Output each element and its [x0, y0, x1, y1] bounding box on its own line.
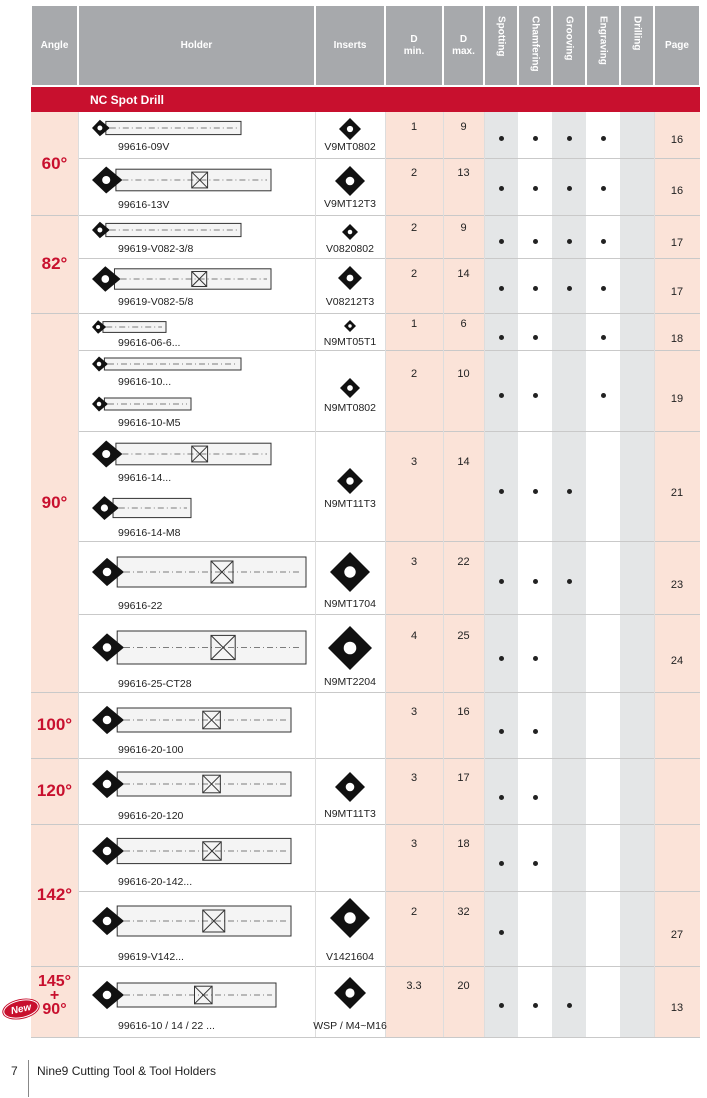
holder-drawing-12 — [90, 764, 295, 804]
holder-code: 99619-V142... — [118, 951, 184, 963]
d-min-value: 3 — [410, 556, 418, 568]
insert-code: V9MT12T3 — [324, 198, 376, 210]
insert-code: N9MT11T3 — [324, 498, 376, 510]
page-ref: 16 — [670, 134, 684, 146]
insert-icon — [328, 896, 372, 940]
insert-code: N9MT05T1 — [323, 336, 377, 348]
feature-dot — [499, 795, 504, 800]
feature-dot — [499, 930, 504, 935]
row-divider — [78, 350, 700, 351]
feature-dot — [499, 1003, 504, 1008]
d-max-value: 6 — [460, 318, 467, 330]
row-divider — [78, 692, 700, 693]
row-divider — [78, 215, 700, 216]
feature-column-bg — [484, 112, 518, 1037]
d-min-value: 3 — [410, 706, 418, 718]
row-divider — [78, 158, 700, 159]
holder-code: 99616-09V — [118, 141, 170, 153]
feature-dot — [499, 729, 504, 734]
group-divider — [31, 758, 78, 759]
feature-dot — [499, 656, 504, 661]
group-divider — [31, 824, 78, 825]
d-max-value: 16 — [457, 706, 470, 718]
feature-dot — [533, 286, 538, 291]
page-ref: 24 — [670, 655, 684, 667]
page-ref: 17 — [670, 237, 684, 249]
feature-dot — [601, 393, 606, 398]
header-engraving-label: Engraving — [597, 16, 609, 65]
holder-drawing-4 — [90, 318, 170, 336]
holder-code: 99619-V082-3/8 — [118, 243, 194, 255]
header-d-max-line1: D — [459, 33, 468, 45]
holder-drawing-11 — [90, 700, 295, 740]
feature-dot — [533, 186, 538, 191]
feature-column-bg — [586, 112, 620, 1037]
row-divider — [78, 431, 700, 432]
angle-120: 120° — [36, 781, 73, 800]
holder-drawing-7 — [90, 436, 275, 472]
holder-drawing-8 — [90, 492, 195, 524]
holder-code: 99616-06-6... — [118, 337, 181, 349]
holder-drawing-6 — [90, 394, 195, 414]
feature-dot — [533, 489, 538, 494]
insert-icon — [333, 770, 367, 804]
dimension-column-bg — [385, 112, 484, 1037]
page-ref: 17 — [670, 286, 684, 298]
insert-code: N9MT2204 — [324, 676, 376, 688]
insert-code: N9MT1704 — [324, 598, 376, 610]
feature-dot — [601, 286, 606, 291]
feature-dot — [533, 393, 538, 398]
page-ref: 21 — [670, 487, 684, 499]
section-title: NC Spot Drill — [90, 93, 164, 107]
feature-dot — [567, 136, 572, 141]
insert-icon — [342, 318, 358, 334]
holder-drawing-13 — [90, 830, 295, 872]
feature-dot — [567, 1003, 572, 1008]
holder-drawing-10 — [90, 620, 310, 675]
column-divider — [78, 112, 79, 1037]
insert-code: N9MT0802 — [324, 402, 376, 414]
angle-plus: + — [49, 987, 60, 1004]
insert-code: V08212T3 — [325, 296, 375, 308]
feature-dot — [533, 579, 538, 584]
footer-title: Nine9 Cutting Tool & Tool Holders — [37, 1064, 216, 1078]
insert-icon — [332, 975, 368, 1011]
d-max-value: 13 — [457, 167, 470, 179]
holder-code: 99616-13V — [118, 199, 170, 211]
feature-dot — [533, 729, 538, 734]
feature-dot — [499, 239, 504, 244]
feature-dot — [499, 861, 504, 866]
d-max-value: 10 — [457, 368, 470, 380]
holder-code: 99619-V082-5/8 — [118, 296, 194, 308]
holder-code: 99616-20-120 — [118, 810, 184, 822]
header-chamfering — [519, 6, 551, 85]
feature-dot — [499, 186, 504, 191]
header-d-max — [444, 6, 483, 85]
feature-dot — [499, 489, 504, 494]
angle-60: 60° — [41, 153, 68, 173]
d-max-value: 18 — [457, 838, 470, 850]
holder-code: 99616-22 — [118, 600, 163, 612]
d-max-value: 9 — [460, 222, 467, 234]
insert-icon — [337, 116, 363, 142]
angle-82: 82° — [41, 254, 68, 273]
feature-dot — [601, 239, 606, 244]
header-holder: Holder — [79, 6, 314, 85]
holder-code: 99616-20-142... — [118, 876, 193, 888]
page-ref: 23 — [670, 579, 684, 591]
insert-icon — [338, 376, 362, 400]
holder-drawing-2 — [90, 219, 245, 241]
header-spotting-label: Spotting — [495, 16, 507, 57]
insert-icon — [326, 624, 374, 672]
page-ref: 16 — [670, 185, 684, 197]
header-spotting — [485, 6, 517, 85]
angle-a145b: 90° — [42, 1001, 67, 1018]
holder-code: 99616-25-CT28 — [118, 678, 192, 690]
feature-dot — [533, 136, 538, 141]
holder-drawing-0 — [90, 117, 245, 139]
page-ref: 13 — [670, 1002, 684, 1014]
page-ref: 18 — [670, 333, 684, 345]
angle-90: 90° — [41, 492, 68, 512]
row-divider — [78, 758, 700, 759]
holder-code: 99616-14-M8 — [118, 527, 181, 539]
d-min-value: 2 — [410, 906, 418, 918]
feature-dot — [567, 489, 572, 494]
feature-column-bg — [518, 112, 552, 1037]
header-engraving — [587, 6, 619, 85]
column-divider — [484, 112, 485, 1037]
d-max-value: 25 — [457, 630, 470, 642]
header-angle: Angle — [32, 6, 77, 85]
d-min-value: 3 — [410, 456, 418, 468]
header-d-min-line2: min. — [403, 45, 425, 57]
d-min-value: 1 — [410, 318, 418, 330]
header-drilling-label: Drilling — [631, 16, 643, 51]
row-divider — [78, 614, 700, 615]
feature-dot — [499, 579, 504, 584]
insert-code: N9MT11T3 — [324, 808, 376, 820]
header-grooving — [553, 6, 585, 85]
angle-a145: 145° — [37, 973, 72, 990]
footer-page-number: 7 — [11, 1064, 18, 1078]
feature-dot — [533, 335, 538, 340]
insert-icon — [335, 466, 365, 496]
angle-145-90 — [31, 975, 78, 1030]
d-min-value: 3.3 — [406, 980, 422, 992]
feature-dot — [567, 579, 572, 584]
header-grooving-label: Grooving — [563, 16, 575, 61]
group-divider — [31, 966, 78, 967]
holder-drawing-1 — [90, 162, 275, 198]
row-divider — [78, 891, 700, 892]
feature-dot — [499, 286, 504, 291]
feature-column-bg — [552, 112, 586, 1037]
page-column-bg — [654, 112, 700, 1037]
d-max-value: 32 — [457, 906, 470, 918]
table-bottom-line — [31, 1037, 700, 1038]
feature-dot — [533, 795, 538, 800]
feature-dot — [533, 239, 538, 244]
feature-dot — [499, 393, 504, 398]
feature-dot — [499, 335, 504, 340]
feature-dot — [601, 136, 606, 141]
d-min-value: 4 — [410, 630, 418, 642]
group-divider — [31, 692, 78, 693]
feature-dot — [601, 186, 606, 191]
column-divider — [654, 112, 655, 1037]
d-min-value: 3 — [410, 838, 418, 850]
d-max-value: 14 — [457, 268, 470, 280]
header-page: Page — [655, 6, 699, 85]
header-chamfering-label: Chamfering — [529, 16, 541, 72]
feature-dot — [533, 861, 538, 866]
d-min-value: 2 — [410, 368, 418, 380]
holder-code: 99616-20-100 — [118, 744, 184, 756]
d-max-value: 17 — [457, 772, 470, 784]
holder-code: 99616-10 / 14 / 22 ... — [118, 1020, 215, 1032]
insert-code: V9MT0802 — [324, 141, 376, 153]
new-badge: New — [2, 996, 41, 1021]
feature-column-bg — [620, 112, 654, 1037]
header-d-min-line1: D — [410, 33, 418, 45]
holder-code: 99616-10... — [118, 376, 172, 388]
insert-code: WSP / M4~M16 — [313, 1020, 387, 1032]
holder-drawing-5 — [90, 354, 245, 374]
d-max-value: 9 — [460, 121, 467, 133]
insert-icon — [328, 550, 372, 594]
insert-code: V0820802 — [326, 243, 374, 255]
group-divider — [31, 313, 78, 314]
d-max-value: 20 — [457, 980, 470, 992]
d-min-value: 2 — [410, 268, 418, 280]
feature-dot — [499, 136, 504, 141]
holder-code: 99616-14... — [118, 472, 172, 484]
page-ref: 19 — [670, 393, 684, 405]
insert-icon — [340, 222, 360, 242]
row-divider — [78, 313, 700, 314]
page-ref: 27 — [670, 929, 684, 941]
angle-100: 100° — [36, 715, 73, 734]
header-d-min — [386, 6, 442, 85]
d-max-value: 22 — [457, 556, 470, 568]
header-drilling — [621, 6, 653, 85]
header-inserts: Inserts — [316, 6, 384, 85]
feature-dot — [533, 1003, 538, 1008]
row-divider — [78, 966, 700, 967]
footer-divider — [28, 1060, 29, 1097]
row-divider — [78, 258, 700, 259]
insert-icon — [336, 264, 364, 292]
holder-drawing-15 — [90, 975, 280, 1015]
d-max-value: 14 — [457, 456, 470, 468]
d-min-value: 2 — [410, 222, 418, 234]
feature-dot — [567, 239, 572, 244]
insert-icon — [333, 164, 367, 198]
holder-drawing-3 — [90, 262, 275, 296]
holder-code: 99616-10-M5 — [118, 417, 181, 429]
d-min-value: 2 — [410, 167, 418, 179]
d-min-value: 3 — [410, 772, 418, 784]
d-min-value: 1 — [410, 121, 418, 133]
header-d-max-line2: max. — [452, 45, 475, 57]
row-divider — [78, 824, 700, 825]
feature-dot — [567, 286, 572, 291]
feature-dot — [533, 656, 538, 661]
holder-drawing-9 — [90, 547, 310, 597]
group-divider — [31, 215, 78, 216]
row-divider — [78, 541, 700, 542]
column-divider — [443, 112, 444, 1037]
feature-dot — [601, 335, 606, 340]
angle-142: 142° — [36, 885, 73, 904]
feature-dot — [567, 186, 572, 191]
holder-drawing-14 — [90, 896, 295, 946]
insert-code: V1421604 — [326, 951, 374, 963]
